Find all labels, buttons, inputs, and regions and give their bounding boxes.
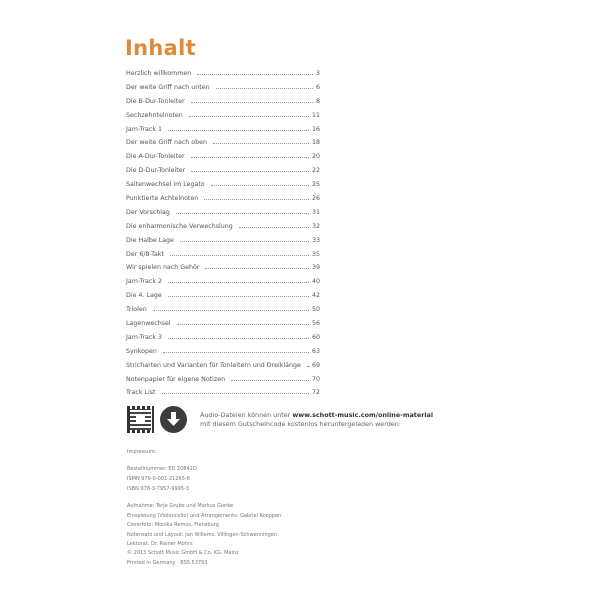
toc-entry-label: Der weite Griff nach unten bbox=[126, 83, 210, 91]
toc-entry-page: 56 bbox=[311, 320, 320, 328]
toc-entry[interactable] bbox=[126, 306, 320, 320]
toc-entry-page: 16 bbox=[311, 125, 320, 133]
ismn: ISMN 979-0-001-21265-6 bbox=[127, 476, 190, 482]
order-number: Bestellnummer: ED 20842D bbox=[127, 466, 197, 472]
toc-entry[interactable] bbox=[126, 98, 320, 112]
dot-leader bbox=[168, 130, 309, 131]
toc-entry-label: Der Vorschlag bbox=[126, 208, 170, 216]
toc-entry[interactable] bbox=[126, 362, 320, 376]
dot-leader bbox=[168, 338, 309, 339]
toc-entry-label: Jam-Track 2 bbox=[126, 278, 163, 286]
toc-entry-label: Herzlich willkommen bbox=[126, 70, 192, 77]
toc-entry-label: Synkopen bbox=[126, 347, 157, 355]
toc-entry-page: 18 bbox=[311, 139, 320, 147]
toc-entry[interactable] bbox=[126, 209, 320, 223]
toc-entry[interactable] bbox=[126, 389, 320, 403]
toc-entry-label: Sechzehntelnoten bbox=[126, 111, 183, 119]
toc-entry[interactable] bbox=[126, 376, 320, 390]
toc-entry-page: 11 bbox=[311, 111, 320, 119]
audio-download-box bbox=[127, 406, 433, 433]
dot-leader bbox=[211, 185, 309, 186]
toc-entry-label: Saitenwechsel im Legato bbox=[126, 181, 205, 189]
toc-entry-label: Track List bbox=[126, 389, 156, 397]
toc-entry[interactable] bbox=[126, 264, 320, 278]
dot-leader bbox=[180, 241, 309, 242]
toc-entry-page: 70 bbox=[311, 375, 320, 383]
toc-entry-label: Die B-Dur-Tonleiter bbox=[126, 97, 185, 105]
toc-entry-label: Lagenwechsel bbox=[126, 320, 171, 328]
credit-line: Coverfoto: Monika Remus, Flensburg bbox=[127, 522, 219, 528]
toc-entry[interactable] bbox=[126, 181, 320, 195]
credit-line: Einspielung (Violoncello) und Arrangements: Gabriel Koeppen bbox=[127, 513, 282, 519]
dot-leader bbox=[197, 74, 313, 75]
toc-entry-page: 72 bbox=[311, 389, 320, 397]
online-material-link[interactable]: www.schott-music.com/online-material bbox=[292, 410, 434, 419]
toc-entry-page: 42 bbox=[311, 292, 320, 300]
toc-entry[interactable] bbox=[126, 70, 320, 84]
toc-entry-label: Notenpapier für eigene Notizen bbox=[126, 375, 226, 383]
dot-leader bbox=[153, 310, 309, 311]
copyright: © 2013 Schott Music GmbH & Co. KG, Mainz bbox=[127, 550, 239, 556]
dot-leader bbox=[168, 296, 309, 297]
impressum-heading: Impressum: bbox=[127, 449, 157, 455]
toc-entry-label: Punktierte Achtelnoten bbox=[126, 195, 199, 203]
toc-entry[interactable] bbox=[126, 320, 320, 334]
table-of-contents bbox=[126, 70, 320, 403]
toc-entry-page: 32 bbox=[311, 222, 320, 230]
dot-leader bbox=[168, 282, 309, 283]
credit-line: Lektorat: Dr. Rainer Mohrs bbox=[127, 541, 193, 547]
toc-entry-label: Triolen bbox=[126, 306, 147, 314]
toc-entry[interactable] bbox=[126, 278, 320, 292]
printed-in: Printed in Germany · BSS 53793 bbox=[127, 560, 208, 566]
toc-entry-page: 6 bbox=[315, 83, 320, 91]
audio-download-text bbox=[200, 411, 433, 429]
toc-entry[interactable] bbox=[126, 84, 320, 98]
toc-entry[interactable] bbox=[126, 237, 320, 251]
toc-entry-page: 60 bbox=[311, 333, 320, 341]
dot-leader bbox=[307, 366, 309, 367]
toc-entry[interactable] bbox=[126, 292, 320, 306]
toc-entry-page: 3 bbox=[315, 70, 320, 77]
dot-leader bbox=[216, 88, 313, 89]
toc-entry-page: 22 bbox=[311, 167, 320, 175]
dot-leader bbox=[189, 116, 309, 117]
dot-leader bbox=[205, 268, 309, 269]
toc-entry-label: Der 6/8-Takt bbox=[126, 250, 164, 258]
toc-entry-page: 33 bbox=[311, 236, 320, 244]
toc-entry-label: Jam-Track 3 bbox=[126, 333, 163, 341]
toc-entry[interactable] bbox=[126, 153, 320, 167]
toc-entry[interactable] bbox=[126, 348, 320, 362]
page-title: Inhalt bbox=[125, 36, 196, 60]
toc-entry[interactable] bbox=[126, 139, 320, 153]
toc-entry[interactable] bbox=[126, 334, 320, 348]
toc-entry[interactable] bbox=[126, 112, 320, 126]
dot-leader bbox=[213, 143, 309, 144]
toc-entry-page: 25 bbox=[311, 181, 320, 189]
dot-leader bbox=[162, 393, 309, 394]
audio-text-line1: Audio-Dateien können unter bbox=[200, 410, 293, 419]
dot-leader bbox=[176, 213, 309, 214]
toc-entry-page: 8 bbox=[315, 97, 320, 105]
credit-line: Notensatz und Layout: Jan Willems, Villingen-Schwenningen bbox=[127, 532, 278, 538]
download-icon bbox=[160, 406, 187, 433]
toc-entry-page: 20 bbox=[311, 153, 320, 161]
toc-entry[interactable] bbox=[126, 167, 320, 181]
toc-entry-page: 35 bbox=[311, 250, 320, 258]
dot-leader bbox=[163, 352, 309, 353]
dot-leader bbox=[170, 255, 309, 256]
toc-entry-label: Die enharmonische Verwechslung bbox=[126, 222, 233, 230]
toc-entry-label: Die Halbe Lage bbox=[126, 236, 174, 244]
audio-text-line2: mit diesem Gutscheincode kostenlos heruntergeladen werden: bbox=[200, 419, 401, 428]
toc-entry-label: Die A-Dur-Tonleiter bbox=[126, 153, 185, 161]
qr-code-icon bbox=[127, 406, 154, 433]
toc-entry-label: Jam-Track 1 bbox=[126, 125, 163, 133]
credit-line: Aufnahme: Terje Grube und Markus Gierke bbox=[127, 503, 234, 509]
toc-entry-page: 40 bbox=[311, 278, 320, 286]
toc-entry-label: Stricharten und Varianten für Tonleitern und Dreiklänge bbox=[126, 361, 301, 369]
toc-entry-label: Die D-Dur-Tonleiter bbox=[126, 167, 186, 175]
toc-entry[interactable] bbox=[126, 195, 320, 209]
toc-entry-label: Wir spielen nach Gehör bbox=[126, 264, 200, 272]
toc-entry-label: Der weite Griff nach oben bbox=[126, 139, 208, 147]
dot-leader bbox=[191, 171, 309, 172]
toc-entry-page: 69 bbox=[311, 361, 320, 369]
toc-entry[interactable] bbox=[126, 223, 320, 237]
toc-entry-label: Die 4. Lage bbox=[126, 292, 162, 300]
dot-leader bbox=[231, 380, 309, 381]
toc-entry[interactable] bbox=[126, 126, 320, 140]
toc-entry-page: 31 bbox=[311, 208, 320, 216]
toc-entry-page: 26 bbox=[311, 195, 320, 203]
toc-entry-page: 63 bbox=[311, 347, 320, 355]
dot-leader bbox=[177, 324, 309, 325]
isbn: ISBN 978-3-7957-9995-3 bbox=[127, 486, 189, 492]
dot-leader bbox=[191, 102, 313, 103]
toc-entry[interactable] bbox=[126, 251, 320, 265]
dot-leader bbox=[239, 227, 309, 228]
dot-leader bbox=[204, 199, 309, 200]
toc-entry-page: 39 bbox=[311, 264, 320, 272]
toc-entry-page: 50 bbox=[311, 306, 320, 314]
dot-leader bbox=[191, 157, 309, 158]
